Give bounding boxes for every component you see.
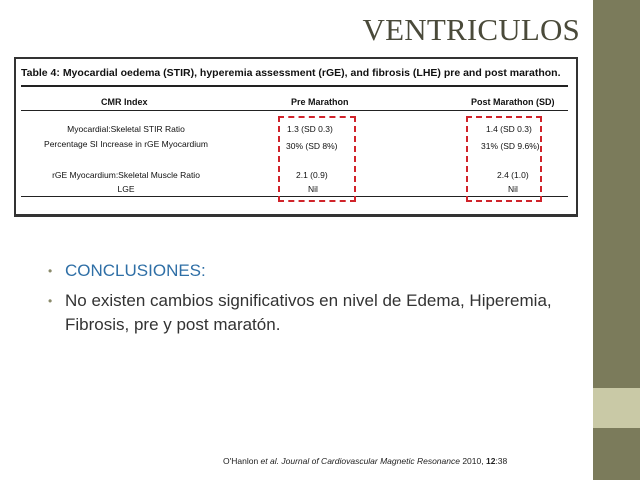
bullet-text: CONCLUSIONES: [65, 261, 206, 280]
highlight-box-pre [278, 116, 356, 202]
header-cmr-index: CMR Index [101, 97, 148, 107]
row-4-index: LGE [117, 184, 135, 194]
table-top-rule [21, 85, 568, 87]
citation-page: :38 [495, 456, 508, 466]
row-1-pre: 1.3 (SD 0.3) [287, 124, 333, 134]
bullet-list [48, 259, 568, 343]
row-1-index: Myocardial:Skeletal STIR Ratio [67, 124, 185, 134]
bullet-text: No existen cambios significativos en nivel de Edema, Hiperemia, Fibrosis, pre y post maratón. [65, 291, 552, 334]
row-3-index: rGE Myocardium:Skeletal Muscle Ratio [52, 170, 200, 180]
bullet-item-finding [48, 289, 568, 337]
citation-journal: Journal of Cardiovascular Magnetic Resonance [281, 456, 460, 466]
citation-year: 2010, [459, 456, 486, 466]
slide-title: VENTRICULOS [362, 12, 580, 47]
row-2-post: 31% (SD 9.6%) [481, 141, 540, 151]
row-3-post: 2.4 (1.0) [497, 170, 529, 180]
row-2-pre: 30% (SD 8%) [286, 141, 338, 151]
decorative-sidebar [593, 0, 640, 480]
citation-authors: O'Hanlon [223, 456, 261, 466]
row-3-pre: 2.1 (0.9) [296, 170, 328, 180]
header-pre-marathon: Pre Marathon [291, 97, 349, 107]
highlight-box-post [466, 116, 542, 202]
bullet-dot-icon: • [48, 294, 53, 308]
bullet-item-conclusions [48, 259, 568, 283]
row-1-post: 1.4 (SD 0.3) [486, 124, 532, 134]
citation [223, 456, 507, 466]
citation-volume: 12 [485, 456, 496, 466]
table-caption: Table 4: Myocardial oedema (STIR), hyperemia assessment (rGE), and fibrosis (LHE) pre and post marathon. [21, 67, 561, 79]
row-4-pre: Nil [308, 184, 318, 194]
sidebar-band [593, 388, 640, 428]
citation-etal: et al. [260, 456, 279, 466]
bullet-dot-icon: • [48, 264, 53, 278]
row-2-index: Percentage SI Increase in rGE Myocardium [44, 139, 208, 149]
header-post-marathon: Post Marathon (SD) [471, 97, 555, 107]
row-4-post: Nil [508, 184, 518, 194]
table-header-rule [21, 110, 568, 111]
